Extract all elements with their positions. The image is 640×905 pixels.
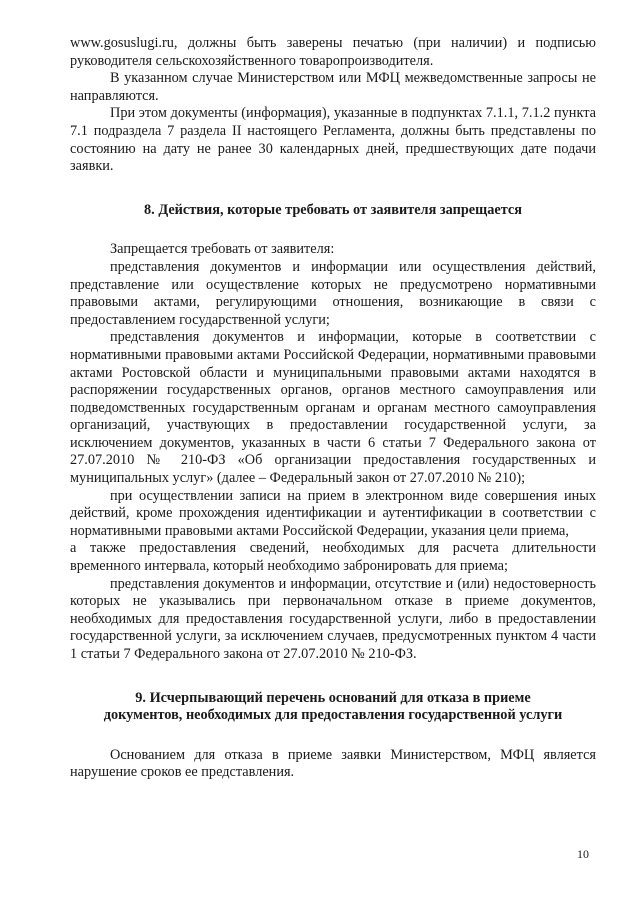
section-9-heading-line-2: документов, необходимых для предоставления государственной услуги: [103, 707, 563, 724]
section-8-item-missing-documents: представления документов и информации, отсутствие и (или) недостоверность которых не указывались при первоначальном отказе в приеме документов, необходимых для предоставления государственной услуги, либо в предоставлении государственной услуги, за исключением случаев, предусмотренных пунктом 4 части 1 статьи 7 Федерального закона от 27.07.2010 № 210-ФЗ.: [70, 575, 596, 662]
paragraph-documents-date: При этом документы (информация), указанные в подпунктах 7.1.1, 7.1.2 пункта 7.1 подраздела 7 раздела II настоящего Регламента, должны быть представлены по состоянию на дату не ранее 30 календарных дней, предшествующих дате подачи заявки.: [70, 105, 596, 175]
document-body: [70, 35, 596, 782]
page-number: 10: [577, 847, 589, 861]
section-8-item-time-interval: а также предоставления сведений, необходимых для расчета длительности временного интервала, который необходимо забронировать для приема;: [70, 540, 596, 575]
section-8-item-actions: представления документов и информации или осуществления действий, представление или осуществление которых не предусмотрено нормативными правовыми актами, регулирующими отношения, возникающие в связи с предоставлением государственной услуги;: [70, 258, 596, 328]
paragraph-continuation: www.gosuslugi.ru, должны быть заверены печатью (при наличии) и подписью руководителя сельскохозяйственного товаропроизводителя.: [70, 35, 596, 69]
section-9-heading-line-1: 9. Исчерпывающий перечень оснований для отказа в приеме: [135, 689, 531, 706]
section-8-item-electronic-appointment: при осуществлении записи на прием в электронном виде совершения иных действий, кроме прохождения идентификации и аутентификации в соответствии с нормативными правовыми актами Российской Федерации, указания цели приема,: [70, 487, 596, 539]
section-8-item-documents-in-possession: представления документов и информации, которые в соответствии с нормативными правовыми актами Российской Федерации, нормативными правовыми актами Ростовской области и муниципальными правовыми актами находятся в распоряжении государственных органов, органов местного самоуправления или подведомственных государственным органам и органам местного самоуправления организаций, участвующих в предоставлении государственной услуги, за исключением документов, указанных в части 6 статьи 7 Федерального закона от 27.07.2010 № 210-ФЗ «Об организации предоставления государственных и муниципальных услуг» (далее – Федеральный закон от 27.07.2010 № 210);: [70, 329, 596, 487]
section-8-heading: 8. Действия, которые требовать от заявителя запрещается: [144, 201, 522, 218]
section-8-intro: Запрещается требовать от заявителя:: [110, 241, 335, 258]
section-9-heading: [70, 690, 596, 725]
section-9-refusal-grounds: Основанием для отказа в приеме заявки Министерством, МФЦ является нарушение сроков ее представления.: [70, 746, 596, 781]
paragraph-interdepartmental-requests: В указанном случае Министерством или МФЦ межведомственные запросы не направляются.: [70, 70, 596, 104]
